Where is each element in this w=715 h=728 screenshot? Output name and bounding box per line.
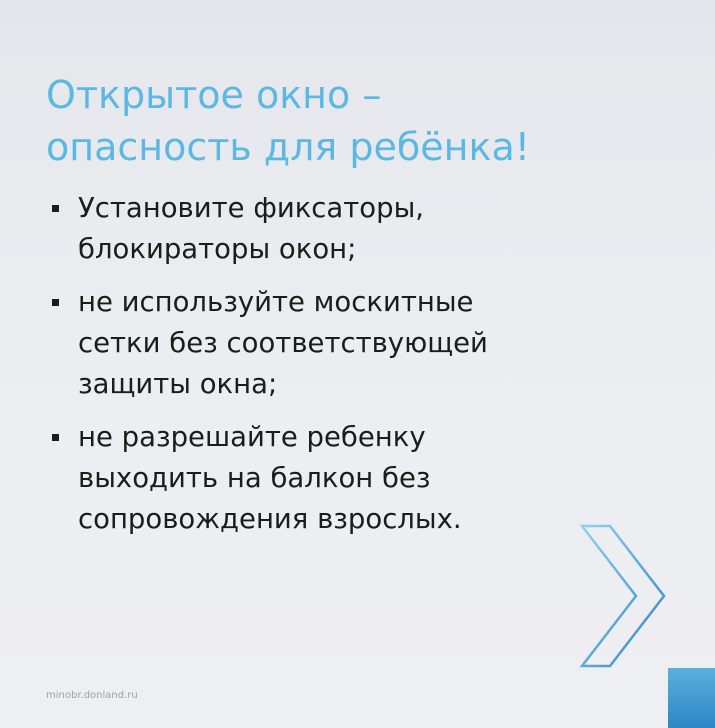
bullet-line: Установите фиксаторы, — [78, 192, 425, 224]
slide-title-line-2: опасность для ребёнка! — [46, 125, 530, 170]
bullet-line: защиты окна; — [78, 368, 278, 400]
bullet-line: сопровождения взрослых. — [78, 503, 462, 535]
bullet-item-window-locks — [46, 188, 606, 270]
bullet-line: выходить на балкон без — [78, 462, 431, 494]
bullet-line: не разрешайте ребенку — [78, 421, 426, 453]
square-bullet-icon — [52, 434, 59, 441]
slide-title-line-1: Открытое окно – — [46, 73, 382, 118]
corner-accent-square — [668, 668, 715, 728]
square-bullet-icon — [52, 205, 59, 212]
source-url: minobr.donland.ru — [46, 690, 138, 701]
bullet-line: сетки без соответствующей — [78, 327, 488, 359]
bullet-line: блокираторы окон; — [78, 233, 357, 265]
bullet-item-balcony — [46, 417, 606, 540]
chevron-right-outline-icon — [574, 520, 674, 670]
slide-title — [46, 69, 666, 173]
bullet-item-mosquito-nets — [46, 282, 606, 405]
bullet-list — [46, 188, 606, 552]
bullet-line: не используйте москитные — [78, 286, 474, 318]
square-bullet-icon — [52, 299, 59, 306]
